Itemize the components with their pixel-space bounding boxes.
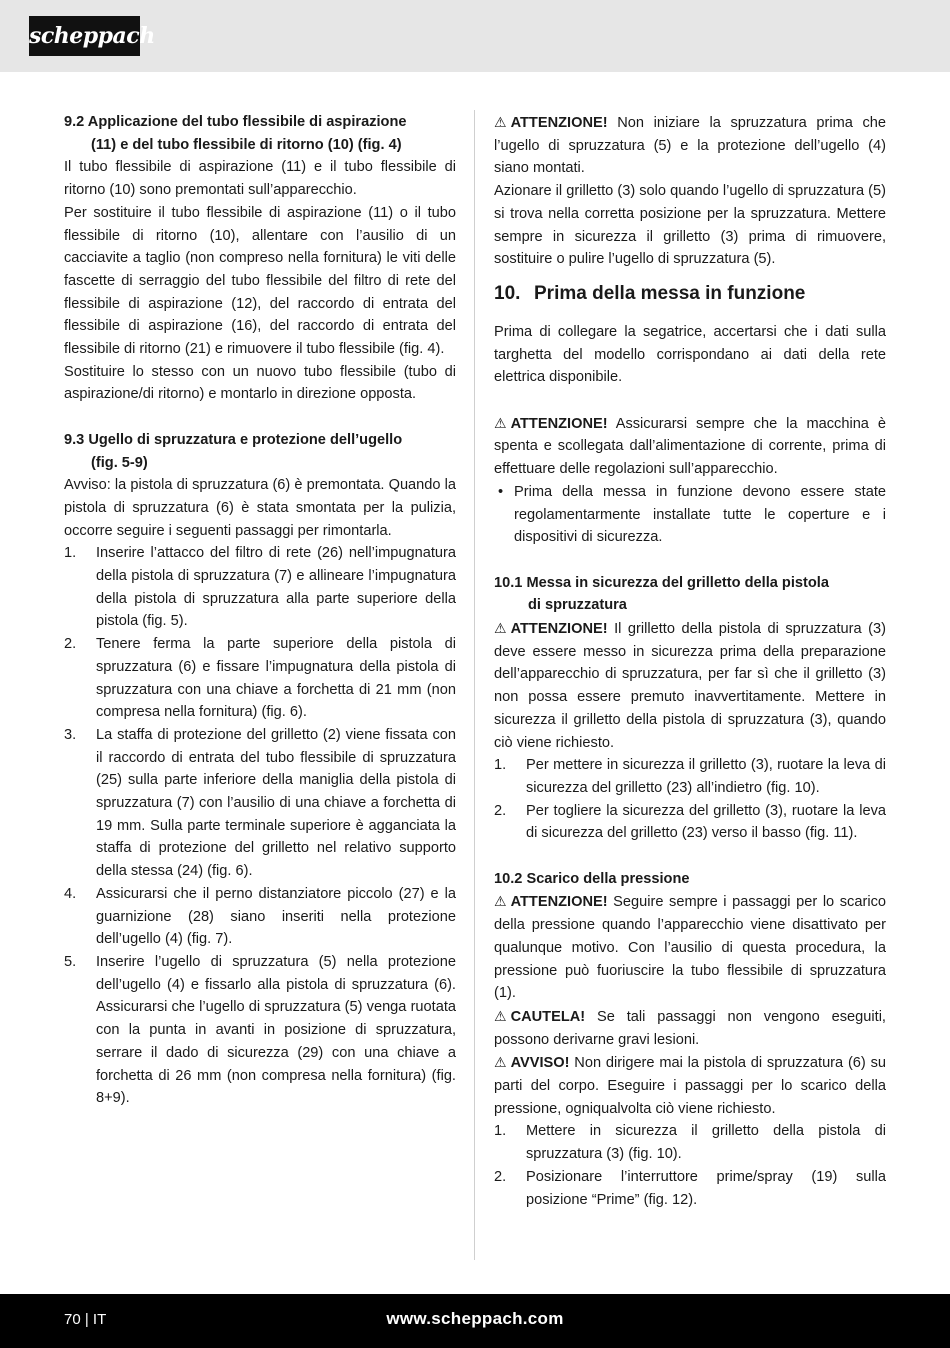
warning-icon: ⚠ [494,414,507,431]
list-item: 1. Inserire l’attacco del filtro di rete (26) nell’impugnatura della pistola di spruzzatura (7) e allineare l’impugnatura della pistola di spruzzatura alla parte superiore della pistola (fig. 5). [64,545,456,630]
list-item: 2. Posizionare l’interruttore prime/spray (19) sulla posizione “Prime” (fig. 12). [494,1168,886,1208]
warning-paragraph: ⚠ ATTENZIONE! Il grilletto della pistola di spruzzatura (3) deve essere messo in sicurezza prima della preparazione dell’apparecchio di spruzzatura, per far sì che il grilletto (3) non possa essere premuto inavvertitamente. Mettere in sicurezza il grilletto della pistola di spruzzatura (3), quando ciò viene richiesto. [494,617,886,754]
warning-icon: ⚠ [494,114,507,130]
bullet-item: • Prima della messa in funzione devono essere state regolamentarmente installate tutte le coperture e i dispositivi di sicurezza. [498,483,886,546]
paragraph: Per sostituire il tubo flessibile di aspirazione (11) o il tubo flessibile di ritorno (10), allentare con l’ausilio di un cacciavite a taglio (non compreso nella fornitura) le viti delle fascette di serraggio del tubo flessibile del filtro di rete del flessibile di aspirazione (12), del raccordo di entrata del flessibile di aspirazione (16), del raccordo di entrata del flessibile di ritorno (21) e rimuovere il tubo flessibile (fig. 4). [64,204,456,358]
section-9-3-heading: 9.3 Ugello di spruzzatura e protezione dell’ugello (fig. 5-9) [64,431,403,471]
warning-paragraph: ⚠ ATTENZIONE! Non iniziare la spruzzatura prima che l’ugello di spruzzatura (5) e la protezione dell’ugello (4) siano montati. [494,111,886,180]
list-item: 2. Tenere ferma la parte superiore della pistola di spruzzatura (6) e fissare l’impugnatura della pistola di spruzzatura con una chiave a forchetta di 21 mm (non compresa nella fornitura) (fig. 6). [64,636,456,721]
website-link[interactable]: www.scheppach.com [386,1309,564,1328]
paragraph: Sostituire lo stesso con un nuovo tubo flessibile (tubo di aspirazione/di ritorno) e montarlo in direzione opposta. [64,363,456,403]
warning-icon: ⚠ [494,893,507,910]
warning-icon: ⚠ [494,1007,507,1024]
section-9-2-heading: 9.2 Applicazione del tubo flessibile di aspirazione (11) e del tubo flessibile di ritorno (10) (fig. 4) [64,114,407,153]
warning-icon: ⚠ [494,1054,507,1071]
list-item: 1. Per mettere in sicurezza il grilletto (3), ruotare la leva di sicurezza del grilletto (23) all’indietro (fig. 10). [494,757,886,796]
left-column [64,111,456,1110]
list-item: 3. La staffa di protezione del grilletto (2) viene fissata con il raccordo di entrata del tubo flessibile di spruzzatura (25) sulla parte inferiore della maniglia della pistola di spruzzatura (7) con l’ausilio di una chiave a forchetta di 19 mm. Sulla parte terminale superiore è agganciata la staffa di protezione del grilletto nel relativo supporto della stessa (24) (fig. 6). [64,726,456,880]
list-item: 2. Per togliere la sicurezza del grilletto (3), ruotare la leva di sicurezza del grilletto (23) verso il basso (fig. 11). [494,802,886,842]
column-divider [474,110,475,1260]
pressure-relief-steps-list [494,1120,886,1211]
paragraph: Azionare il grilletto (3) solo quando l’ugello di spruzzatura (5) si trova nella corretta posizione per la spruzzatura. Mettere sempre in sicurezza il grilletto (3) prima di rimuovere, sostituire o pulire l’ugello di spruzzatura (5). [494,183,886,268]
section-10-heading: 10. Prima della messa in funzione [494,282,806,304]
warning-paragraph: ⚠ ATTENZIONE! Assicurarsi sempre che la macchina è spenta e scollegata dall’alimentazione di corrente, prima di effettuare delle regolazioni sull’apparecchio. [494,412,886,481]
caution-paragraph: ⚠ CAUTELA! Se tali passaggi non vengono eseguiti, possono derivarne gravi lesioni. [494,1005,886,1051]
paragraph: Il tubo flessibile di aspirazione (11) e il tubo flessibile di ritorno (10) sono premontati sull’apparecchio. [64,159,456,199]
header-band [0,0,950,72]
page-number: 70 | IT [64,1311,107,1328]
section-10-1-heading: 10.1 Messa in sicurezza del grilletto della pistola di spruzzatura [494,574,829,614]
footer-band [0,1294,950,1348]
right-column [494,111,886,1211]
warning-paragraph: ⚠ ATTENZIONE! Seguire sempre i passaggi per lo scarico della pressione quando l’apparecchio viene disattivato per qualunque motivo. Con l’ausilio di questa procedura, la pressione può fuoriuscire la tubo flessibile di spruzzatura (1). [494,890,886,1005]
assembly-steps-list [64,542,456,1110]
warning-icon: ⚠ [494,620,507,637]
notice-paragraph: ⚠ AVVISO! Non dirigere mai la pistola di spruzzatura (6) su parti del corpo. Eseguire i passaggi per lo scarico della pressione, ogniqualvolta ciò viene richiesto. [494,1051,886,1120]
section-10-2-heading: 10.2 Scarico della pressione [494,870,690,887]
trigger-lock-steps-list [494,754,886,845]
list-item: 4. Assicurarsi che il perno distanziatore piccolo (27) e la guarnizione (28) siano inseriti nella protezione dell’ugello (4) (fig. 7). [64,885,456,948]
brand-logo: scheppach [29,16,140,56]
list-item: 1. Mettere in sicurezza il grilletto della pistola di spruzzatura (3) (fig. 10). [494,1123,886,1163]
paragraph: Prima di collegare la segatrice, accertarsi che i dati sulla targhetta del modello corrispondano ai dati della rete elettrica disponibile. [494,323,886,386]
paragraph: Avviso: la pistola di spruzzatura (6) è premontata. Quando la pistola di spruzzatura (6) è stata smontata per la pulizia, occorre seguire i seguenti passaggi per rimontarla. [64,477,456,539]
list-item: 5. Inserire l’ugello di spruzzatura (5) nella protezione dell’ugello (4) e fissarlo alla pistola di spruzzatura (6). Assicurarsi che l’ugello di spruzzatura (5) venga ruotata con la punta in avanti in posizione di spruzzatura, serrare il dado di sicurezza (29) con una chiave a forchetta di 26 mm (non compresa nella fornitura) (fig. 8+9). [64,954,456,1107]
